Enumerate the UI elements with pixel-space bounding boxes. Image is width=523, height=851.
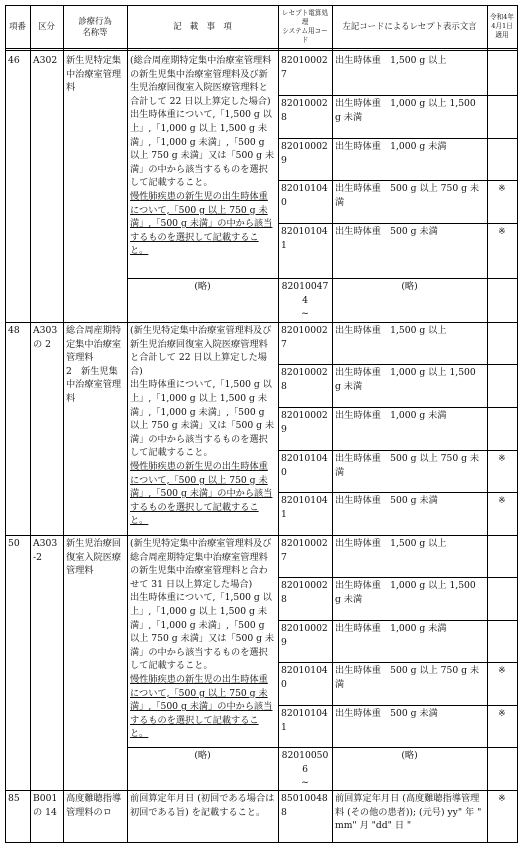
display-text-cell: 出生時体重 500 g 未満 [335, 226, 438, 237]
applies-mark [487, 577, 517, 620]
applies-mark [487, 620, 517, 662]
code-cell: 820100027 [281, 325, 328, 350]
code-cell: 820101040 [281, 665, 328, 690]
procedure-name: 新生児治療回復室入院医療管理料 [66, 538, 122, 577]
description-weight: 出生時体重について,「1,500 g 以上」,「1,000 g 以上 1,500 g 未満」,「1,000 g 未満」,「500 g 以上 750 g 未満」又は「500 g 未満」の中から該当するものを選択して記載すること。 [130, 379, 275, 459]
display-text-cell: 出生時体重 500 g 未満 [335, 708, 438, 719]
item-number: 50 [8, 538, 20, 549]
display-text-cell: 出生時体重 500 g 以上 750 g 未満 [335, 183, 480, 208]
display-text-cell: 出生時体重 1,000 g 未満 [335, 623, 447, 634]
code-cell: 820101041 [281, 226, 328, 251]
description-intro: (新生児特定集中治療室管理料及び新生児治療回復室入院医療管理料と合計して 22 日以上算定した場合) [130, 325, 272, 377]
table-rule [5, 842, 517, 843]
category-code: A303 -2 [33, 538, 58, 563]
code-cell: 820101040 [281, 453, 328, 478]
table-rule [517, 5, 518, 843]
code-cell: 820101040 [281, 183, 328, 208]
applies-mark: ※ [498, 226, 506, 237]
display-text-cell: 前回算定年月日 (高度難聴指導管理料 (その他の患者)); (元号) yy" 年 " mm" 月 "dd" 日 " [335, 793, 482, 832]
header-description: 記 載 事 項 [173, 21, 232, 31]
description-text: 前回算定年月日 (初回である場合は初回である旨) を記載すること。 [130, 793, 275, 818]
item-number: 46 [8, 55, 20, 66]
display-text-cell: 出生時体重 1,500 g 以上 [335, 325, 447, 336]
omitted-code-range: 820100474 ~ [281, 281, 329, 320]
applies-mark [487, 407, 517, 450]
display-text-cell: 出生時体重 1,000 g 未満 [335, 410, 447, 421]
applies-mark: ※ [498, 793, 506, 804]
description-weight: 出生時体重について,「1,500 g 以上」,「1,000 g 以上 1,500 g 未満」,「1,000 g 未満」,「500 g 以上 750 g 未満」又は「500 g 未満」の中から該当するものを選択して記載すること。 [130, 109, 275, 189]
header-display-text: 左記コードによるレセプト表示文言 [342, 21, 477, 31]
applies-mark [487, 322, 517, 364]
applies-mark [487, 535, 517, 577]
applies-mark: ※ [498, 453, 506, 464]
display-text-cell: 出生時体重 500 g 未満 [335, 495, 438, 506]
omitted-applies [487, 747, 517, 790]
code-cell: 820100029 [281, 410, 328, 435]
procedure-name: 新生児特定集中治療室管理料 [66, 55, 122, 94]
procedure-name: 総合周産期特定集中治療室管理料 2 新生児集中治療室管理料 [66, 325, 122, 404]
description-text [127, 52, 278, 278]
header-applies: 令和4年 4月1日 適用 [490, 13, 514, 39]
code-cell: 820100029 [281, 623, 328, 648]
header-procedure: 診療行為 名称等 [78, 15, 112, 37]
omitted-applies [487, 278, 517, 322]
omitted-display-text: (略) [401, 281, 418, 292]
description-intro: (新生児特定集中治療室管理料及び総合周産期特定集中治療室管理料の新生児集中治療室管理料と合わせて 31 日以上算定した場合) [130, 538, 272, 590]
code-cell: 820100027 [281, 55, 328, 80]
description-intro: (総合周産期特定集中治療室管理料の新生児集中治療室管理料及び新生児治療回復室入院医療管理料と合計して 22 日以上算定した場合) [130, 55, 272, 107]
header-category: 区分 [38, 21, 55, 31]
code-cell: 820101041 [281, 708, 328, 733]
display-text-cell: 出生時体重 1,000 g 以上 1,500 g 未満 [335, 98, 476, 123]
code-cell: 820101041 [281, 495, 328, 520]
item-number: 85 [8, 793, 20, 804]
description-chronic: 慢性肺疾患の新生児の出生時体重について,「500 g 以上 750 g 未満」,「500 g 未満」の中から該当するものを選択して記載すること。 [130, 190, 273, 257]
applies-mark [487, 95, 517, 138]
display-text-cell: 出生時体重 500 g 以上 750 g 未満 [335, 453, 480, 478]
applies-mark: ※ [498, 183, 506, 194]
description-text [127, 535, 278, 747]
applies-mark: ※ [498, 495, 506, 506]
description-weight: 出生時体重について,「1,500 g 以上」,「1,000 g 以上 1,500 g 未満」,「1,000 g 未満」,「500 g 以上 750 g 未満」又は「500 g 未満」の中から該当するものを選択して記載すること。 [130, 592, 275, 672]
display-text-cell: 出生時体重 1,000 g 未満 [335, 141, 447, 152]
applies-mark [487, 52, 517, 95]
table-rule [5, 48, 517, 51]
header-code: レセプト電算処理 システム用コード [281, 8, 329, 44]
description-chronic: 慢性肺疾患の新生児の出生時体重について,「500 g 以上 750 g 未満」,「500 g 未満」の中から該当するものを選択して記載すること。 [130, 673, 273, 740]
description-chronic: 慢性肺疾患の新生児の出生時体重について,「500 g 以上 750 g 未満」,「500 g 未満」の中から該当するものを選択して記載すること。 [130, 460, 273, 527]
code-cell: 820100028 [281, 580, 328, 605]
code-cell: 820100028 [281, 367, 328, 392]
procedure-name: 高度難聴指導管理料のロ [66, 793, 122, 818]
omitted-code-range: 820100506 ~ [281, 750, 329, 789]
header-item-no: 項番 [9, 21, 26, 31]
omitted-description: (略) [194, 750, 211, 761]
display-text-cell: 出生時体重 1,000 g 以上 1,500 g 未満 [335, 580, 476, 605]
display-text-cell: 出生時体重 500 g 以上 750 g 未満 [335, 665, 480, 690]
display-text-cell: 出生時体重 1,500 g 以上 [335, 55, 447, 66]
category-code: A302 [33, 55, 58, 66]
category-code: B001 の 14 [33, 793, 58, 818]
applies-mark: ※ [498, 708, 506, 719]
description-text [127, 322, 278, 535]
applies-mark [487, 364, 517, 407]
omitted-description: (略) [194, 281, 211, 292]
applies-mark [487, 138, 517, 180]
display-text-cell: 出生時体重 1,000 g 以上 1,500 g 未満 [335, 367, 476, 392]
applies-mark: ※ [498, 665, 506, 676]
code-cell: 820100028 [281, 98, 328, 123]
code-cell: 820100027 [281, 538, 328, 563]
omitted-display-text: (略) [401, 750, 418, 761]
category-code: A303 の 2 [33, 325, 58, 350]
display-text-cell: 出生時体重 1,500 g 以上 [335, 538, 447, 549]
code-cell: 850100488 [281, 793, 328, 818]
item-number: 48 [8, 325, 20, 336]
code-cell: 820100029 [281, 141, 328, 166]
